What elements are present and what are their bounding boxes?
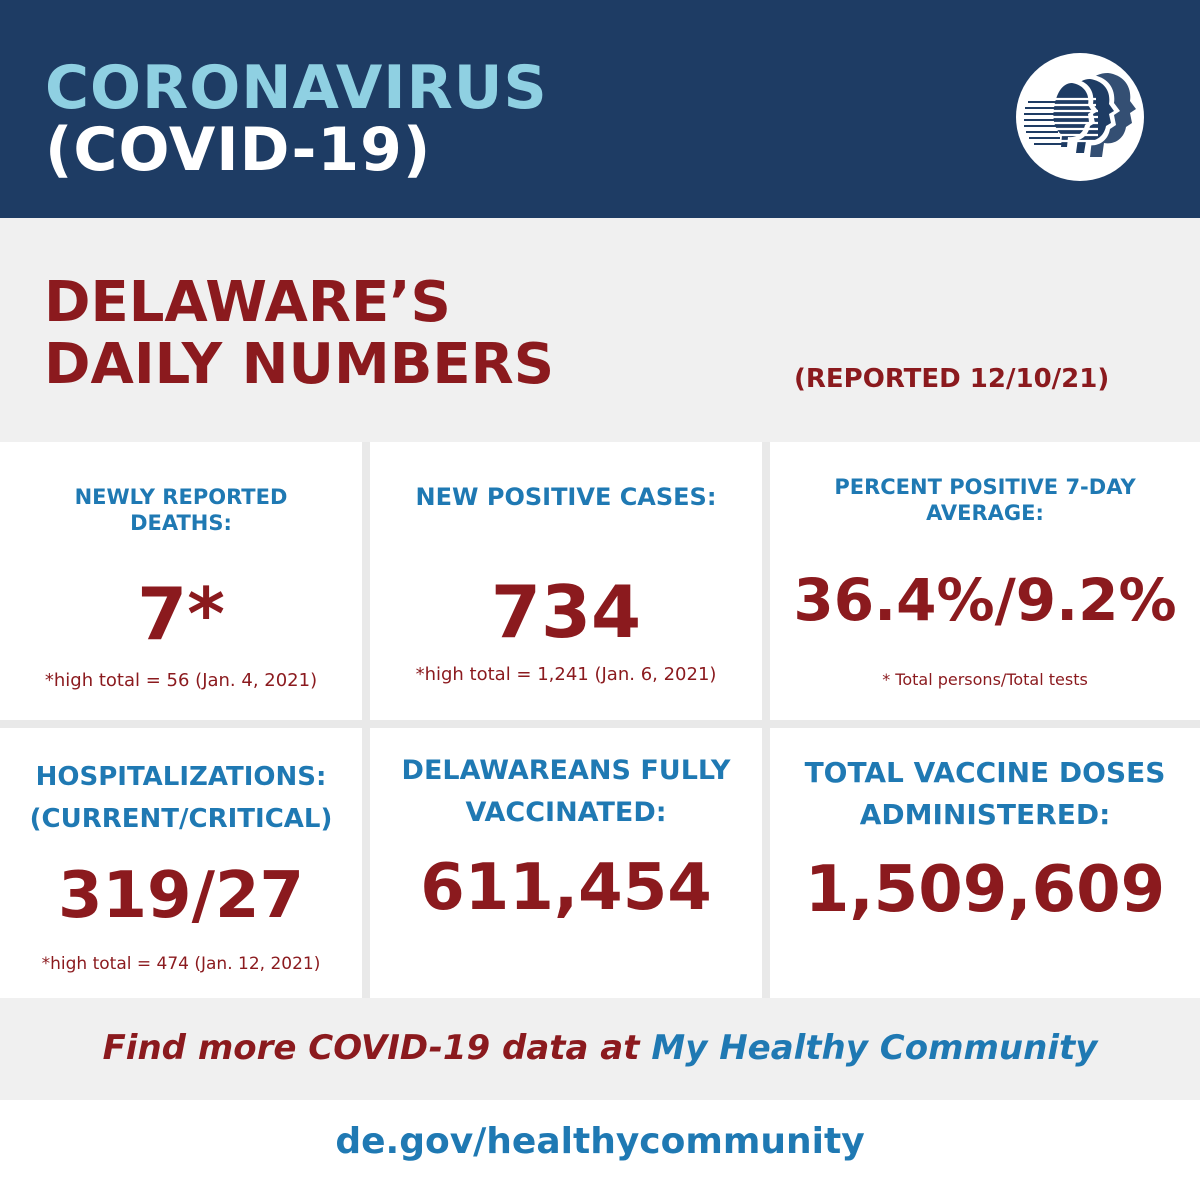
stat-label (0, 756, 362, 840)
stat-card-hospitalizations (0, 728, 362, 998)
stat-value: 36.4%/9.2% (793, 566, 1177, 634)
stat-label (370, 750, 762, 834)
stat-label-line1: DELAWAREANS FULLY (401, 755, 731, 786)
stat-card-cases (370, 442, 762, 720)
stat-label-line1: HOSPITALIZATIONS: (35, 762, 327, 792)
stat-label (770, 752, 1200, 836)
stat-note: *high total = 1,241 (Jan. 6, 2021) (415, 664, 717, 685)
stat-label (0, 484, 362, 536)
header-banner (0, 0, 1200, 218)
stat-label-line1: PERCENT POSITIVE 7-DAY (834, 475, 1136, 499)
stat-value: 319/27 (57, 859, 305, 933)
stat-label-line2: ADMINISTERED: (859, 798, 1111, 831)
healthy-community-url[interactable]: de.gov/healthycommunity (335, 1121, 865, 1162)
stat-value: 611,454 (420, 851, 712, 925)
stat-label-line2: AVERAGE: (926, 501, 1044, 525)
header-title-line1: CORONAVIRUS (45, 53, 548, 123)
stat-label-line1: TOTAL VACCINE DOSES (804, 756, 1166, 789)
footer-banner (0, 998, 1200, 1100)
page-title-line2: DAILY NUMBERS (44, 332, 555, 397)
page-title-line1: DELAWARE’S (44, 270, 451, 335)
stat-label-line2: DEATHS: (130, 511, 232, 535)
stat-value: 7* (137, 572, 225, 656)
stat-note: *high total = 56 (Jan. 4, 2021) (44, 670, 318, 691)
stat-card-fully-vaccinated (370, 728, 762, 998)
title-section (0, 218, 1200, 442)
stat-value: 734 (490, 570, 642, 654)
stat-card-vaccine-doses (770, 728, 1200, 998)
stat-note: *high total = 474 (Jan. 12, 2021) (41, 954, 321, 974)
profile-heads-logo-icon (1016, 53, 1144, 181)
stat-value: 1,509,609 (804, 853, 1166, 927)
stat-label: NEW POSITIVE CASES: (415, 483, 717, 511)
stat-card-deaths (0, 442, 362, 720)
find-more-text (0, 1028, 1200, 1068)
header-title-line2: (COVID-19) (45, 115, 432, 185)
stat-label-line1: NEWLY REPORTED (74, 485, 288, 509)
stat-note: * Total persons/Total tests (882, 670, 1088, 689)
find-more-prefix: Find more COVID-19 data at (102, 1028, 640, 1068)
stat-card-percent-positive (770, 442, 1200, 720)
stat-label-line2: VACCINATED: (465, 797, 667, 828)
stat-label-line2: (CURRENT/CRITICAL) (29, 804, 333, 834)
stats-grid (0, 442, 1200, 998)
reported-date: (REPORTED 12/10/21) (794, 364, 1110, 394)
my-healthy-community-link[interactable]: My Healthy Community (651, 1028, 1098, 1068)
stat-label (770, 474, 1200, 526)
